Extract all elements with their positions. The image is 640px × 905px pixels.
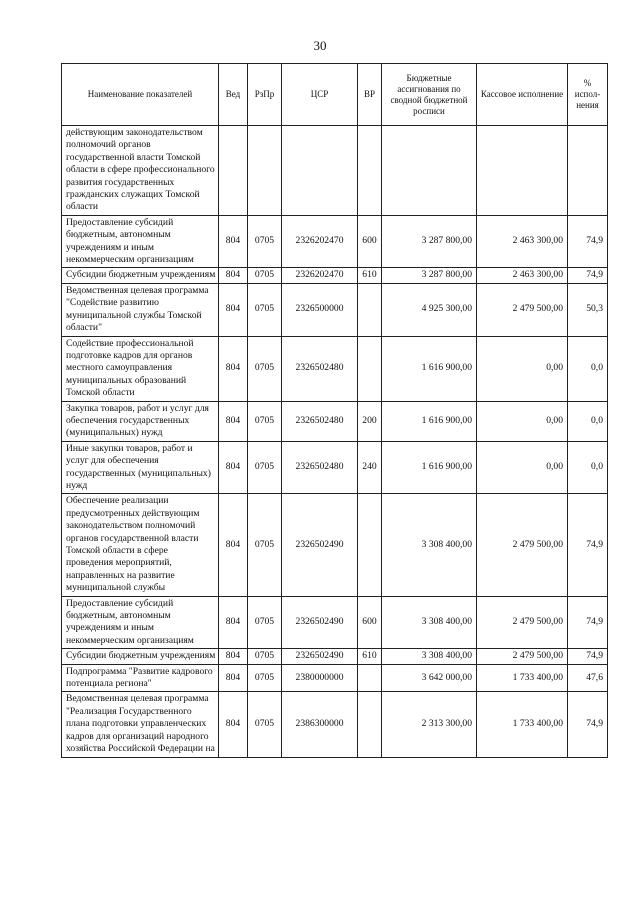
- cash-execution-cell: 1 733 400,00: [477, 692, 568, 757]
- budget-allocation-cell: 3 642 000,00: [382, 664, 477, 692]
- table-row: [62, 336, 608, 401]
- vr-cell: 610: [358, 268, 382, 283]
- vr-cell: 610: [358, 649, 382, 664]
- table-row: [62, 401, 608, 441]
- vr-cell: [358, 494, 382, 596]
- ved-cell: 804: [219, 596, 248, 649]
- table-row: [62, 494, 608, 596]
- vr-cell: 600: [358, 215, 382, 268]
- column-header: ВР: [358, 64, 382, 126]
- csr-cell: 2326502480: [282, 401, 358, 441]
- ved-cell: 804: [219, 692, 248, 757]
- table-row: [62, 649, 608, 664]
- vr-cell: 600: [358, 596, 382, 649]
- indicator-name-cell: Содействие профессиональной подготовке кадров для органов местного самоуправления муниципальных образований Томской области: [62, 336, 219, 401]
- rzpr-cell: 0705: [248, 441, 282, 494]
- ved-cell: 804: [219, 268, 248, 283]
- rzpr-cell: 0705: [248, 336, 282, 401]
- column-header: % испол-нения: [568, 64, 608, 126]
- cash-execution-cell: 0,00: [477, 401, 568, 441]
- execution-percent-cell: 50,3: [568, 283, 608, 336]
- table-row: [62, 126, 608, 216]
- column-header: Наименование показателей: [62, 64, 219, 126]
- execution-percent-cell: 74,9: [568, 494, 608, 596]
- indicator-name-cell: действующим законодательством полномочий органов государственной власти Томской области в сфере профессионального развития государственных гражданских служащих Томской области: [62, 126, 219, 216]
- table-row: [62, 215, 608, 268]
- csr-cell: 2386300000: [282, 692, 358, 757]
- budget-allocation-cell: 3 308 400,00: [382, 596, 477, 649]
- ved-cell: 804: [219, 401, 248, 441]
- execution-percent-cell: 0,0: [568, 441, 608, 494]
- cash-execution-cell: 2 479 500,00: [477, 283, 568, 336]
- csr-cell: 2326202470: [282, 215, 358, 268]
- execution-percent-cell: 74,9: [568, 215, 608, 268]
- csr-cell: [282, 126, 358, 216]
- csr-cell: 2326502490: [282, 596, 358, 649]
- rzpr-cell: 0705: [248, 401, 282, 441]
- ved-cell: 804: [219, 664, 248, 692]
- indicator-name-cell: Предоставление субсидий бюджетным, автономным учреждениям и иным некоммерческим организациям: [62, 215, 219, 268]
- execution-percent-cell: 0,0: [568, 336, 608, 401]
- indicator-name-cell: Иные закупки товаров, работ и услуг для обеспечения государственных (муниципальных) нужд: [62, 441, 219, 494]
- rzpr-cell: [248, 126, 282, 216]
- cash-execution-cell: 0,00: [477, 441, 568, 494]
- table-row: [62, 283, 608, 336]
- execution-percent-cell: 74,9: [568, 649, 608, 664]
- rzpr-cell: 0705: [248, 664, 282, 692]
- ved-cell: 804: [219, 283, 248, 336]
- budget-allocation-cell: 1 616 900,00: [382, 336, 477, 401]
- budget-allocation-cell: 1 616 900,00: [382, 401, 477, 441]
- execution-percent-cell: [568, 126, 608, 216]
- rzpr-cell: 0705: [248, 283, 282, 336]
- ved-cell: 804: [219, 215, 248, 268]
- vr-cell: [358, 692, 382, 757]
- rzpr-cell: 0705: [248, 649, 282, 664]
- csr-cell: 2380000000: [282, 664, 358, 692]
- csr-cell: 2326500000: [282, 283, 358, 336]
- ved-cell: 804: [219, 441, 248, 494]
- execution-percent-cell: 74,9: [568, 268, 608, 283]
- indicator-name-cell: Ведомственная целевая программа "Реализация Государственного плана подготовки управленческих кадров для организаций народного хозяйства Российской Федерации на: [62, 692, 219, 757]
- indicator-name-cell: Обеспечение реализации предусмотренных действующим законодательством полномочий органов государственной власти Томской области в сфере проведения мероприятий, направленных на развитие муниципальной службы: [62, 494, 219, 596]
- cash-execution-cell: [477, 126, 568, 216]
- table-header-row: [62, 64, 608, 126]
- csr-cell: 2326502490: [282, 494, 358, 596]
- table-row: [62, 596, 608, 649]
- cash-execution-cell: 1 733 400,00: [477, 664, 568, 692]
- vr-cell: [358, 664, 382, 692]
- table-row: [62, 441, 608, 494]
- budget-allocation-cell: 1 616 900,00: [382, 441, 477, 494]
- budget-allocation-cell: [382, 126, 477, 216]
- indicator-name-cell: Субсидии бюджетным учреждениям: [62, 649, 219, 664]
- rzpr-cell: 0705: [248, 494, 282, 596]
- budget-execution-table: [61, 63, 608, 758]
- indicator-name-cell: Ведомственная целевая программа "Содействие развитию муниципальной службы Томской области": [62, 283, 219, 336]
- table-row: [62, 692, 608, 757]
- vr-cell: [358, 283, 382, 336]
- vr-cell: [358, 336, 382, 401]
- budget-allocation-cell: 3 308 400,00: [382, 494, 477, 596]
- column-header: РзПр: [248, 64, 282, 126]
- ved-cell: 804: [219, 649, 248, 664]
- column-header: Кассовое исполнение: [477, 64, 568, 126]
- execution-percent-cell: 74,9: [568, 596, 608, 649]
- execution-percent-cell: 74,9: [568, 692, 608, 757]
- budget-allocation-cell: 3 287 800,00: [382, 215, 477, 268]
- ved-cell: 804: [219, 336, 248, 401]
- cash-execution-cell: 2 479 500,00: [477, 649, 568, 664]
- vr-cell: 240: [358, 441, 382, 494]
- rzpr-cell: 0705: [248, 596, 282, 649]
- vr-cell: [358, 126, 382, 216]
- table-row: [62, 664, 608, 692]
- table-row: [62, 268, 608, 283]
- page-number: 30: [313, 38, 327, 53]
- execution-percent-cell: 0,0: [568, 401, 608, 441]
- ved-cell: 804: [219, 494, 248, 596]
- rzpr-cell: 0705: [248, 692, 282, 757]
- cash-execution-cell: 2 463 300,00: [477, 268, 568, 283]
- cash-execution-cell: 0,00: [477, 336, 568, 401]
- execution-percent-cell: 47,6: [568, 664, 608, 692]
- vr-cell: 200: [358, 401, 382, 441]
- budget-allocation-cell: 3 287 800,00: [382, 268, 477, 283]
- csr-cell: 2326502480: [282, 441, 358, 494]
- cash-execution-cell: 2 479 500,00: [477, 596, 568, 649]
- cash-execution-cell: 2 463 300,00: [477, 215, 568, 268]
- cash-execution-cell: 2 479 500,00: [477, 494, 568, 596]
- csr-cell: 2326502480: [282, 336, 358, 401]
- budget-allocation-cell: 4 925 300,00: [382, 283, 477, 336]
- budget-allocation-cell: 3 308 400,00: [382, 649, 477, 664]
- csr-cell: 2326202470: [282, 268, 358, 283]
- csr-cell: 2326502490: [282, 649, 358, 664]
- indicator-name-cell: Подпрограмма "Развитие кадрового потенциала региона": [62, 664, 219, 692]
- ved-cell: [219, 126, 248, 216]
- indicator-name-cell: Предоставление субсидий бюджетным, автономным учреждениям и иным некоммерческим организациям: [62, 596, 219, 649]
- indicator-name-cell: Субсидии бюджетным учреждениям: [62, 268, 219, 283]
- rzpr-cell: 0705: [248, 215, 282, 268]
- column-header: Вед: [219, 64, 248, 126]
- budget-allocation-cell: 2 313 300,00: [382, 692, 477, 757]
- column-header: ЦСР: [282, 64, 358, 126]
- column-header: Бюджетные ассигнования по сводной бюджетной росписи: [382, 64, 477, 126]
- indicator-name-cell: Закупка товаров, работ и услуг для обеспечения государственных (муниципальных) нужд: [62, 401, 219, 441]
- rzpr-cell: 0705: [248, 268, 282, 283]
